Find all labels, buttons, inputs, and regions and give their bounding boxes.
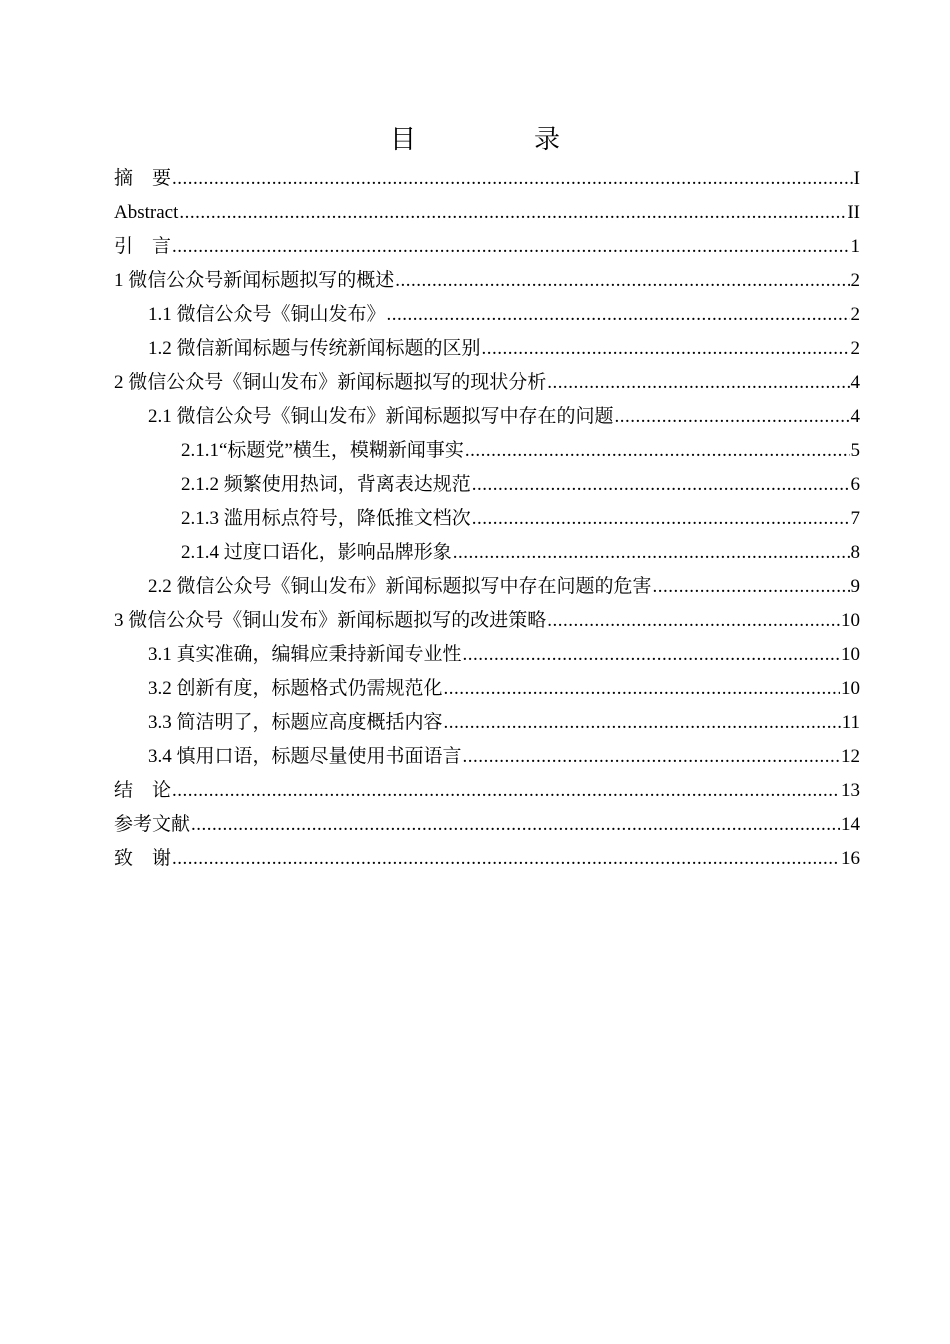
toc-entry-chapter-3[interactable] [114, 604, 860, 638]
toc-entry-title: 参考文献 [114, 814, 191, 835]
toc-page-number: 10 [841, 610, 860, 631]
toc-entry-title: 1 微信公众号新闻标题拟写的概述 [114, 270, 395, 291]
toc-entry-title: 1.2 微信新闻标题与传统新闻标题的区别 [148, 338, 481, 359]
toc-leader [191, 808, 840, 842]
toc-page-number: 8 [850, 542, 860, 563]
toc-entry-title: 1.1 微信公众号《铜山发布》 [148, 304, 386, 325]
toc-entry-section-1-2[interactable] [114, 332, 860, 366]
toc-page-number: 2 [850, 338, 860, 359]
toc-entry-section-2-1[interactable] [114, 400, 860, 434]
toc-entry-acknowledgements[interactable] [114, 842, 860, 876]
toc-page-number: 10 [841, 678, 860, 699]
toc-entry-references[interactable] [114, 808, 860, 842]
toc-entry-title: 2.1.4 过度口语化，影响品牌形象 [181, 542, 452, 563]
toc-leader [444, 706, 841, 740]
toc-page-number: 1 [850, 236, 860, 257]
toc-page-number: 6 [850, 474, 860, 495]
toc-entry-introduction[interactable] [114, 230, 860, 264]
toc-entry-title: 3.4 慎用口语，标题尽量使用书面语言 [148, 746, 462, 767]
toc-entry-section-3-1[interactable] [114, 638, 860, 672]
toc-leader [472, 502, 850, 536]
toc-page-number: II [847, 202, 860, 223]
toc-entry-section-1-1[interactable] [114, 298, 860, 332]
toc-leader [463, 638, 840, 672]
toc-entry-title: 2.1.3 滥用标点符号，降低推文档次 [181, 508, 471, 529]
toc-entry-title: 结 论 [114, 780, 172, 801]
toc-entry-chapter-1[interactable] [114, 264, 860, 298]
toc-leader [172, 230, 849, 264]
toc-entry-abstract-en[interactable] [114, 196, 860, 230]
toc-entry-section-2-1-2[interactable] [114, 468, 860, 502]
toc-page-number: 16 [841, 848, 860, 869]
toc-entry-section-2-1-4[interactable] [114, 536, 860, 570]
toc-list [114, 162, 860, 876]
toc-page-number: 4 [850, 372, 860, 393]
toc-leader [172, 842, 840, 876]
toc-entry-title: 2.1.1“标题党”横生，模糊新闻事实 [181, 440, 464, 461]
toc-leader [653, 570, 850, 604]
toc-leader [463, 740, 840, 774]
toc-entry-title: 致 谢 [114, 848, 172, 869]
toc-leader [453, 536, 850, 570]
toc-leader [465, 434, 850, 468]
toc-leader [179, 196, 846, 230]
toc-entry-title: 3 微信公众号《铜山发布》新闻标题拟写的改进策略 [114, 610, 547, 631]
toc-entry-conclusion[interactable] [114, 774, 860, 808]
toc-entry-title: 引 言 [114, 236, 172, 257]
toc-page-number: 11 [841, 712, 860, 733]
toc-entry-chapter-2[interactable] [114, 366, 860, 400]
toc-page-number: 9 [850, 576, 860, 597]
toc-entry-title: 2.1 微信公众号《铜山发布》新闻标题拟写中存在的问题 [148, 406, 614, 427]
toc-leader [387, 298, 850, 332]
toc-title: 目 录 [389, 125, 606, 154]
toc-entry-title: Abstract [114, 202, 179, 223]
toc-leader [172, 162, 853, 196]
toc-entry-title: 2 微信公众号《铜山发布》新闻标题拟写的现状分析 [114, 372, 547, 393]
toc-entry-section-3-2[interactable] [114, 672, 860, 706]
toc-entry-title: 摘 要 [114, 168, 172, 189]
toc-page-number: 10 [841, 644, 860, 665]
toc-entry-title: 3.3 简洁明了，标题应高度概括内容 [148, 712, 443, 733]
toc-entry-section-3-4[interactable] [114, 740, 860, 774]
toc-leader [172, 774, 840, 808]
toc-leader [547, 604, 840, 638]
toc-page-number: 7 [850, 508, 860, 529]
toc-entry-title: 2.1.2 频繁使用热词，背离表达规范 [181, 474, 471, 495]
toc-leader [472, 468, 850, 502]
toc-entry-section-3-3[interactable] [114, 706, 860, 740]
toc-page-number: 12 [841, 746, 860, 767]
toc-page-number: 14 [841, 814, 860, 835]
toc-leader [615, 400, 850, 434]
toc-entry-section-2-1-1[interactable] [114, 434, 860, 468]
toc-page-number: 2 [850, 304, 860, 325]
toc-leader [547, 366, 849, 400]
toc-page-number: 2 [850, 270, 860, 291]
toc-entry-abstract-cn[interactable] [114, 162, 860, 196]
toc-leader [482, 332, 850, 366]
toc-entry-title: 2.2 微信公众号《铜山发布》新闻标题拟写中存在问题的危害 [148, 576, 652, 597]
toc-page-number: 13 [841, 780, 860, 801]
toc-entry-title: 3.2 创新有度，标题格式仍需规范化 [148, 678, 443, 699]
toc-entry-title: 3.1 真实准确，编辑应秉持新闻专业性 [148, 644, 462, 665]
toc-page-number: I [853, 168, 860, 189]
toc-entry-section-2-1-3[interactable] [114, 502, 860, 536]
toc-entry-section-2-2[interactable] [114, 570, 860, 604]
toc-leader [395, 264, 849, 298]
toc-page-number: 4 [850, 406, 860, 427]
toc-page-number: 5 [850, 440, 860, 461]
toc-leader [444, 672, 840, 706]
